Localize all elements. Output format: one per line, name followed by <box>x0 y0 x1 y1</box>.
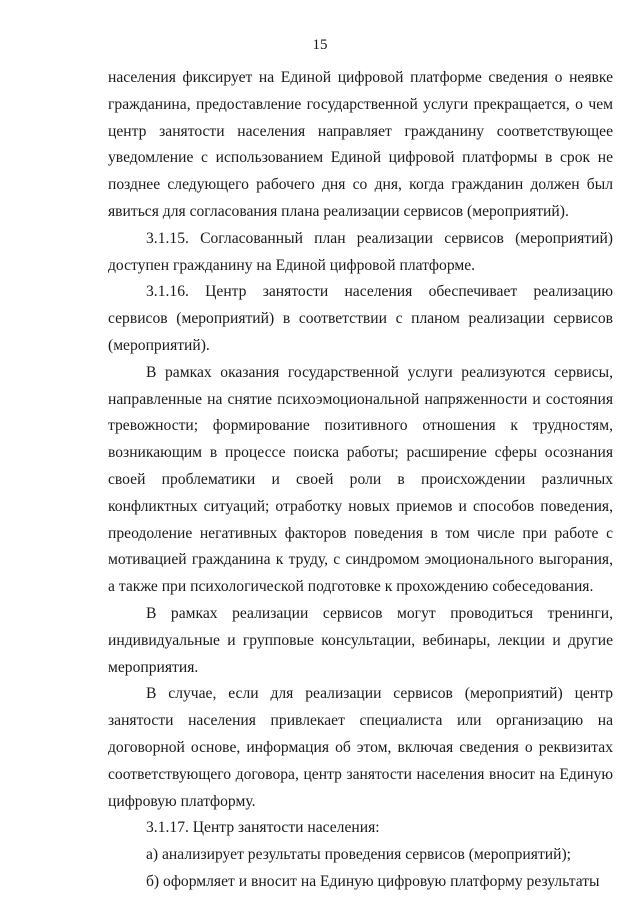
document-body <box>108 65 613 896</box>
list-item-b: б) оформляет и вносит на Единую цифровую платформу результаты <box>146 872 600 890</box>
paragraph-services-formats: В рамках реализации сервисов могут проводиться тренинги, индивидуальные и групповые консультации, вебинары, лекции и другие мероприятия. <box>108 604 613 676</box>
paragraph-contract-info: В случае, если для реализации сервисов (мероприятий) центр занятости населения привлекает специалиста или организацию на договорной основе, информация об этом, включая сведения о реквизитах соответствующего договора, центр занятости населения вносит на Единую цифровую платформу. <box>108 685 613 810</box>
page-number: 15 <box>312 37 328 53</box>
paragraph-1: населения фиксирует на Единой цифровой платформе сведения о неявке гражданина, предоставление государственной услуги прекращается, о чем центр занятости населения направляет гражданину соответствующее уведомление с использованием Единой цифровой платформы в срок не позднее следующего рабочего дня со дня, когда гражданин должен был явиться для согласования плана реализации сервисов (мероприятий). <box>108 69 613 220</box>
paragraph-3-1-16: 3.1.16. Центр занятости населения обеспечивает реализацию сервисов (мероприятий) в соответствии с планом реализации сервисов (мероприятий). <box>108 283 613 354</box>
paragraph-3-1-15: 3.1.15. Согласованный план реализации сервисов (мероприятий) доступен гражданину на Единой цифровой платформе. <box>108 229 613 274</box>
paragraph-services-description: В рамках оказания государственной услуги реализуются сервисы, направленные на снятие психоэмоциональной напряженности и состояния тревожности; формирование позитивного отношения к трудностям, возникающим в процессе поиска работы; расширение сферы осознания своей проблематики и своей роли в происхождении различных конфликтных ситуаций; отработку новых приемов и способов поведения, преодоление негативных факторов поведения в том числе при работе с мотивацией гражданина к труду, с синдромом эмоционального выгорания, а также при психологической подготовке к прохождению собеседования. <box>108 363 613 596</box>
list-item-a: а) анализирует результаты проведения сервисов (мероприятий); <box>146 846 571 864</box>
paragraph-3-1-17: 3.1.17. Центр занятости населения: <box>146 819 380 837</box>
